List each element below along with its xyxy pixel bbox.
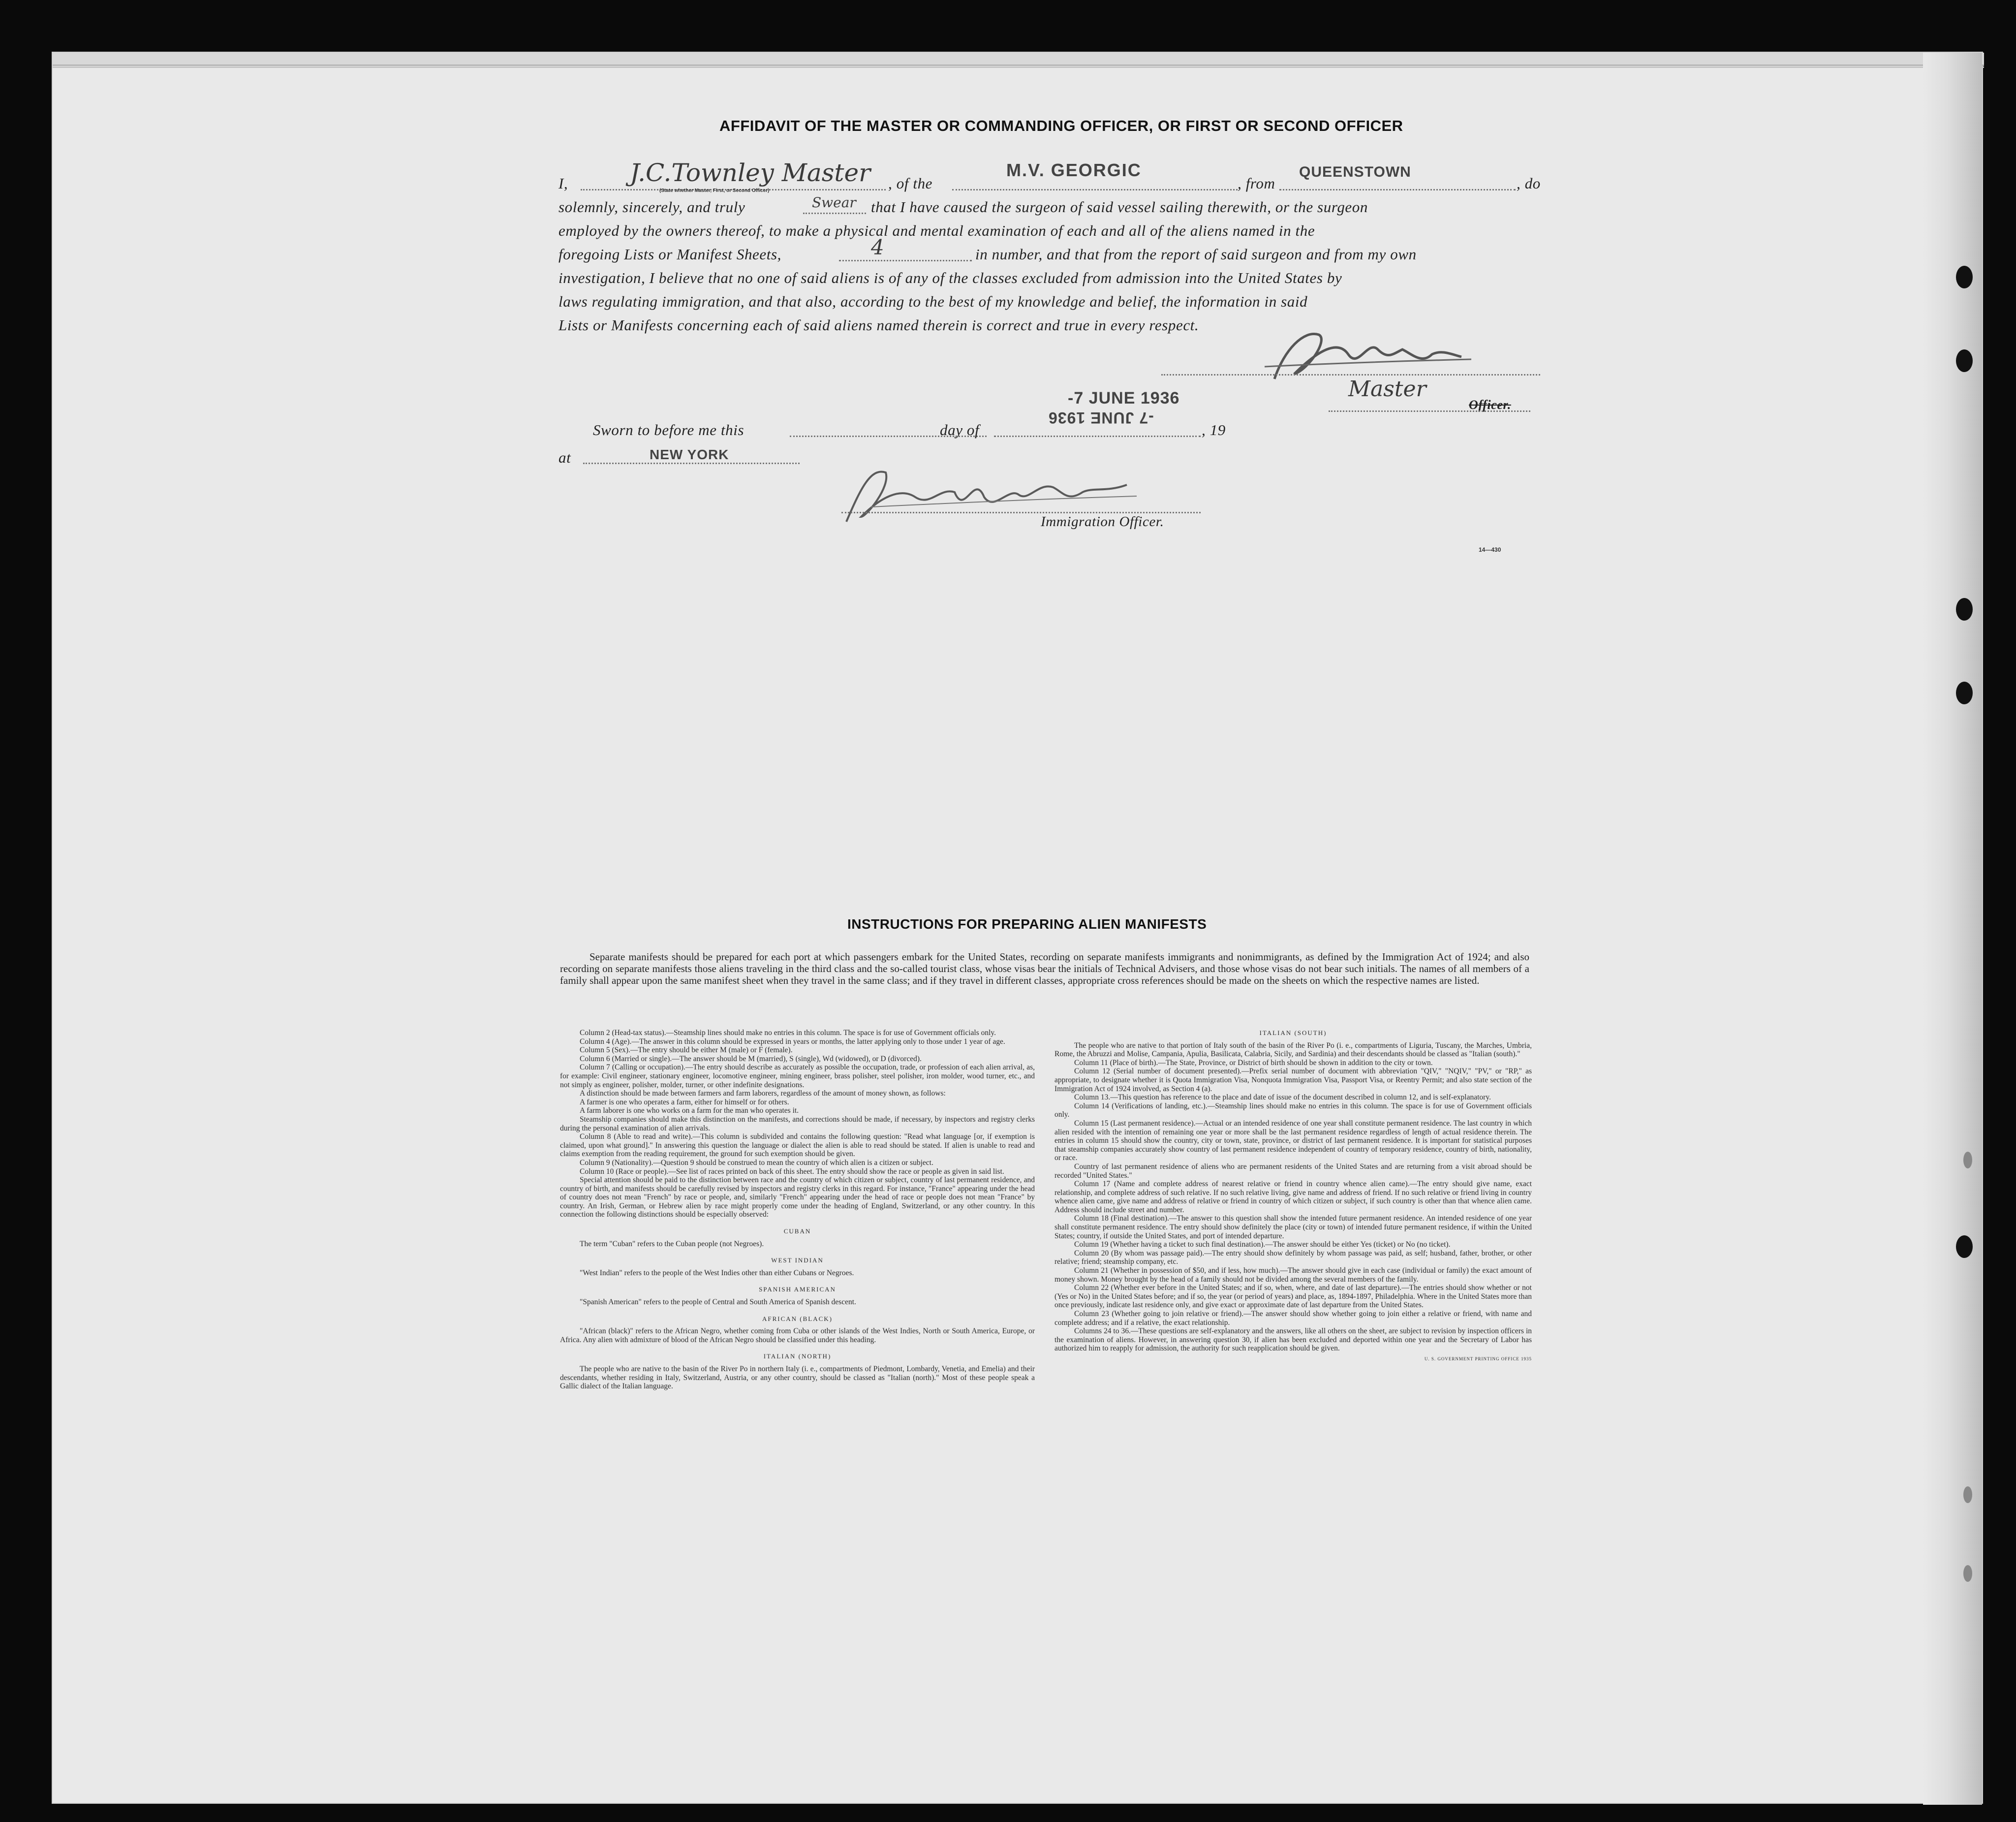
place-line [583,463,800,464]
word-from: , from [1238,175,1275,192]
binder-hole-2 [1956,349,1973,372]
oath-line [803,213,866,214]
sworn-text: Sworn to before me this [593,421,744,439]
sheet-count-handwritten: 4 [871,235,884,259]
affidavit-line-7: Lists or Manifests concerning each of said aliens named therein is correct and true in every respect. [558,316,1199,334]
port-line [1279,189,1516,190]
sheet-count-line [839,260,972,261]
right-paragraph: Column 15 (Last permanent residence).—Actual or an intended residence of one year shall constitute permanent residence. The last country in which alien resided with the intention of remaining one year or more shall be the last permanent residence regardless of length of actual residence therein. The entries in column 15 should show the country, city or town, state, province, or district of last permanent residence. It is important for statistical purposes that steamship companies accurately show country of last permanent residence independent of country of temporary residence, country of birth, nationality, or race. [1055,1119,1532,1162]
left-paragraph: A farmer is one who operates a farm, either for himself or for others. [580,1098,789,1106]
section-heading: ITALIAN (NORTH) [763,1352,832,1360]
word-do: , do [1517,175,1541,192]
right-paragraph: Column 12 (Serial number of document presented).—Prefix serial number of document with abbreviation "QIV," "NQIV," "PV," or "RP," as appropriate, to designate whether it is Quota Immigration Visa, Nonquota Immigration Visa, Passport Visa, or Reentry Permit; and also state section of the Immigration Act of 1924 involved, as Section 4 (a). [1055,1067,1532,1093]
instructions-left-column [560,1029,1035,1391]
word-of-the: , of the [888,175,933,192]
year-prefix: , 19 [1202,421,1226,439]
date-stamp-mirror: -7 JUNE 1936 [1048,409,1154,427]
section-heading: AFRICAN (BLACK) [762,1315,833,1322]
left-paragraph: Column 9 (Nationality).—Question 9 should be construed to mean the country of which alien is a citizen or subject. [580,1158,933,1167]
left-paragraph: Steamship companies should make this distinction on the manifests, and corrections should be made, if necessary, by inspectors and registry clerks during the personal examination of alien arrivals. [560,1115,1035,1132]
right-paragraph: Column 23 (Whether going to join relative or friend).—The answer should show whether going to join either a relative or friend, with name and complete address; and if a relative, the exact relationship. [1055,1310,1532,1327]
left-paragraph: Column 4 (Age).—The answer in this column should be expressed in years or months, the latter applying only to those under 1 year of age. [580,1037,1005,1046]
officer-name-handwritten: J.C.Townley Master [630,158,870,187]
left-paragraph: Column 6 (Married or single).—The answer should be M (married), S (single), Wd (widowed), or D (divorced). [580,1054,922,1063]
section-heading: WEST INDIAN [771,1257,824,1264]
section-text: "African (black)" refers to the African Negro, whether coming from Cuba or other islands of the West Indies, North or South America, Europe, or Africa. Any alien with admixture of blood of the African Negro should be classified under this heading. [560,1327,1035,1344]
right-paragraph: Column 22 (Whether ever before in the United States; and if so, when, where, and date of last departure).—The entries should show whether or not (Yes or No) in the United States before; and if so, the year (or period of years) and place, as, 1894-1897, Philadelphia. Where in the United States more than once previously, indicate last residence only, and give exact or approximate date of last departure from the United States. [1055,1284,1532,1310]
section-text: The people who are native to the basin of the River Po in northern Italy (i. e., compartments of Piedmont, Lombardy, Venetia, and Emelia) and their descendants, whether residing in Italy, Switzerland, Austria, or any other country, should be classed as "Italian (north)." Most of these people speak a Gallic dialect of the Italian language. [560,1365,1035,1391]
immigration-officer-label: Immigration Officer. [1041,514,1164,530]
binder-hole-3 [1956,598,1973,621]
section-heading: ITALIAN (SOUTH) [1259,1029,1327,1037]
vessel-name: M.V. GEORGIC [1006,160,1142,180]
binder-hole-8 [1963,1565,1972,1582]
left-paragraph: Column 5 (Sex).—The entry should be either M (male) or F (female). [580,1046,793,1055]
section-text: "West Indian" refers to the people of the West Indies other than either Cubans or Negroes. [580,1268,854,1277]
right-paragraph: Column 18 (Final destination).—The answer to this question shall show the intended future permanent residence. An intended residence of one year shall constitute permanent residence. The entry should show definitely the place (city or town) of intended future permanent residence, if within the United States; country, if outside the United States, and port of intended departure. [1055,1214,1532,1240]
master-signature-line [1161,374,1540,376]
left-paragraph: Column 2 (Head-tax status).—Steamship lines should make no entries in this column. The space is for use of Government officials only. [580,1029,996,1037]
officer-underline [1329,410,1530,412]
section-text: The term "Cuban" refers to the Cuban people (not Negroes). [580,1239,764,1248]
right-paragraph: Column 13.—This question has reference to the place and date of issue of the document described in column 12, and is self-explanatory. [1074,1093,1491,1102]
officer-word: Officer. [1469,398,1511,412]
printer-line: U. S. GOVERNMENT PRINTING OFFICE 1935 [1424,1356,1532,1361]
place-stamp: NEW YORK [650,447,729,462]
sworn-month-line [994,436,1201,437]
binder-hole-6 [1956,1235,1973,1258]
master-title-handwritten: Master [1348,377,1427,402]
right-paragraph: Column 11 (Place of birth).—The State, Province, or District of birth should be shown in addition to the city or town. [1074,1058,1433,1067]
affidavit-title: AFFIDAVIT OF THE MASTER OR COMMANDING OFFICER, OR FIRST OR SECOND OFFICER [719,117,1403,134]
affidavit-line-4b: in number, and that from the report of said surgeon and from my own [975,246,1417,263]
affidavit-line-3: employed by the owners thereof, to make a physical and mental examination of each and all of the aliens named in the [558,222,1315,239]
section-heading: SPANISH AMERICAN [759,1286,836,1293]
right-paragraph: Column 20 (By whom was passage paid).—The entry should show definitely by whom passage was paid, as self; husband, father, brother, or other relative; friend; steamship company, etc. [1055,1249,1532,1266]
left-paragraph: A farm laborer is one who works on a farm for the man who operates it. [580,1106,799,1115]
page-top-edge-line [53,66,1984,68]
right-paragraph: Columns 24 to 36.—These questions are self-explanatory and the answers, like all others on the sheet, are subject to revision by inspection officers in the examination of aliens. However, in answering question 30, if alien has been excluded and deported within one year and the Secretary of Labor has authorized him to reapply for admission, the authority for such reapplication should be given. [1055,1327,1532,1353]
instructions-intro: Separate manifests should be prepared for each port at which passengers embark for the United States, recording on separate manifests immigrants and nonimmigrants, as defined by the Immigration Act of 1924; and also recording on separate manifests those aliens traveling in the third class and the so-called tourist class, whose visas bear the initials of Technical Advisers, and those whose visas do not bear such initials. The names of all members of a family shall appear upon the same manifest sheet when they travel in the same class; and if they travel in different classes, appropriate cross references should be made on the sheets on which the respective names are listed. [560,951,1529,986]
affidavit-line-2a: solemnly, sincerely, and truly [558,198,745,216]
right-paragraph: Country of last permanent residence of aliens who are permanent residents of the United States and are returning from a visit abroad should be recorded "United States." [1055,1162,1532,1180]
section-heading: CUBAN [783,1227,811,1235]
affidavit-line-2b: that I have caused the surgeon of said vessel sailing therewith, or the surgeon [871,198,1368,216]
left-paragraph: Column 7 (Calling or occupation).—The entry should describe as accurately as possible the occupation, trade, or profession of each alien arrival, as, for example: Civil engineer, stationary engineer, locomotive engineer, mining engineer, brass polisher, steel polisher, iron molder, wood turner, etc., and not simply as engineer, polisher, molder, turner, or other indefinite designations. [560,1063,1035,1089]
binder-hole-4 [1956,682,1973,704]
vessel-line [952,189,1238,190]
page-right-edge [1923,53,1982,1805]
at-word: at [558,449,571,466]
immigration-officer-line [841,512,1201,513]
officer-caption: (State whether Master, First, or Second Officer) [659,188,770,193]
form-number: 14—430 [1479,546,1501,553]
left-paragraph: Special attention should be paid to the distinction between race and the country of which citizen or subject, country of last permanent residence, and country of birth, and manifests should be carefully revised by inspectors and registry clerks in this regard. For instance, "France" appearing under the head of country does not mean "French" by race or people, and, similarly "French" appearing under the head of race or people does not mean "France" by country. An Irish, German, or Hebrew alien by race might properly come under the heading of England, Switzerland, or any other country. In this connection the following distinctions should be especially observed: [560,1176,1035,1219]
right-paragraph: Column 21 (Whether in possession of $50, and if less, how much).—The answer should give in each case (individual or family) the exact amount of money shown. Money brought by the head of a family should not be divided among the several members of the family. [1055,1266,1532,1284]
right-paragraph: Column 14 (Verifications of landing, etc.).—Steamship lines should make no entries in this column. The space is for use of Government officials only. [1055,1101,1532,1119]
affidavit-line-6: laws regulating immigration, and that also, according to the best of my knowledge and belief, the information in said [558,293,1308,310]
section-text: "Spanish American" refers to the people of Central and South America of Spanish descent. [580,1298,856,1307]
left-paragraph: Column 8 (Able to read and write).—This column is subdivided and contains the following question: "Read what language [or, if exemption is claimed, upon what ground]." In answering this question the language or dialect the alien is able to read should be stated. If alien is unable to read and claims exemption from the reading requirement, the ground for such exemption should be given. [560,1132,1035,1159]
binder-hole-1 [1956,266,1973,288]
sworn-day-of: day of [940,421,980,439]
left-paragraph: A distinction should be made between farmers and farm laborers, regardless of the amount of money shown, as follows: [580,1089,946,1098]
right-paragraph: Column 17 (Name and complete address of nearest relative or friend in country whence alien came).—The entry should give name, exact relationship, and complete address of such relative. If no such relative living, give name and address of friend. If no such relative or friend living in country whence alien came, give name and address of relative or friend in country of which citizen or subject, if such country is other than that whence alien came. Address should include street and number. [1055,1180,1532,1214]
oath-handwritten: Swear [812,194,856,211]
departure-port: QUEENSTOWN [1299,164,1411,180]
date-stamp: -7 JUNE 1936 [1068,389,1180,408]
instructions-right-column [1055,1029,1532,1364]
instructions-title: INSTRUCTIONS FOR PREPARING ALIEN MANIFESTS [847,916,1207,932]
page-top-edge [53,53,1984,66]
binder-hole-7 [1963,1486,1972,1503]
left-paragraph: Column 10 (Race or people).—See list of races printed on back of this sheet. The entry should show the race or people as given in said list. [580,1167,1004,1176]
right-paragraph: The people who are native to that portion of Italy south of the basin of the River Po (i. e., compartments of Liguria, Tuscany, the Marches, Umbria, Rome, the Abruzzi and Molise, Campania, Apulia, Basilicata, Calabria, Sicily, and Sardinia) and their descendants should be classed as "Italian (south)." [1055,1041,1532,1059]
affidavit-line-4a: foregoing Lists or Manifest Sheets, [558,246,781,263]
binder-hole-5 [1963,1152,1972,1168]
affidavit-line-5: investigation, I believe that no one of said aliens is of any of the classes excluded from admission into the United States by [558,269,1342,286]
right-paragraph: Column 19 (Whether having a ticket to such final destination).—The answer should be either Yes (ticket) or No (no ticket). [1074,1240,1451,1249]
word-i: I, [558,175,568,192]
